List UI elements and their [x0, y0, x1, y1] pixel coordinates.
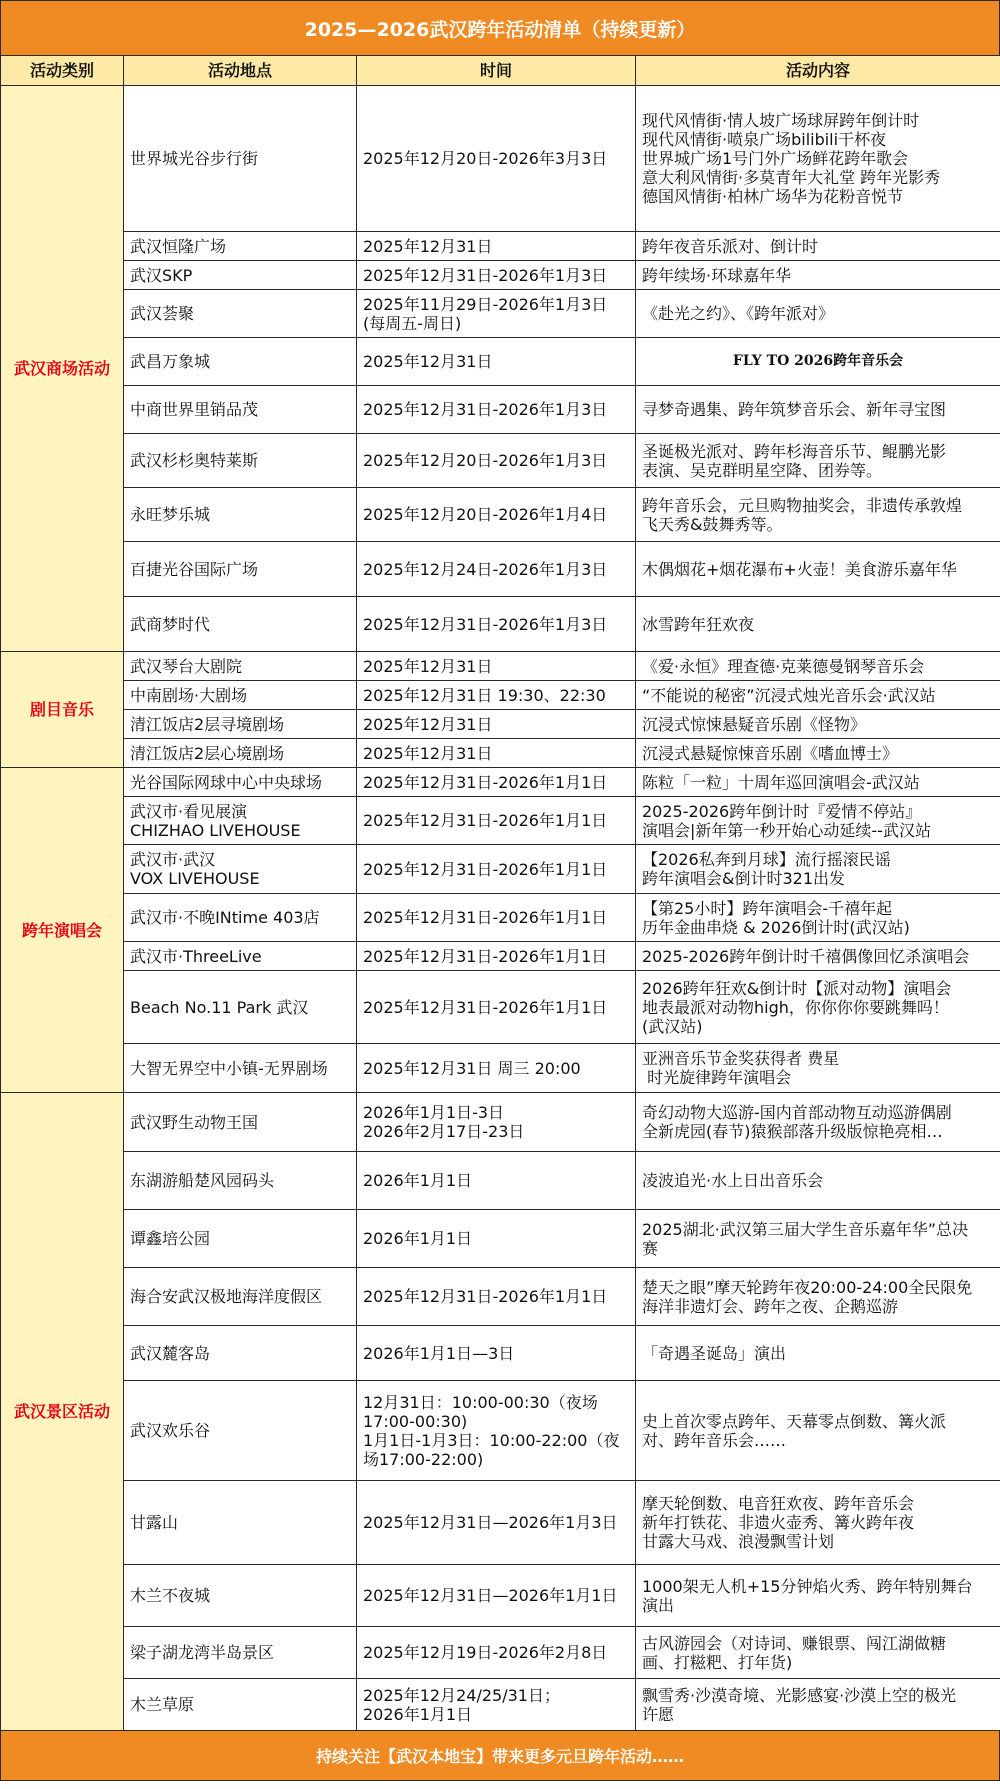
sheet-footer: 持续关注【武汉本地宝】带来更多元旦跨年活动…… [0, 1731, 1000, 1781]
location-cell [124, 1565, 357, 1627]
content-cell-line: (武汉站) [642, 1016, 703, 1036]
content-cell-line: 陈粒「一粒」十周年巡回演唱会-武汉站 [642, 772, 920, 792]
content-cell-line: 沉浸式惊悚悬疑音乐剧《怪物》 [642, 714, 867, 734]
content-cell-line: 演出 [642, 1595, 675, 1615]
time-cell-line: 场17:00-22:00) [363, 1449, 484, 1469]
content-cell-line: 飞天秀&鼓舞秀等。 [642, 514, 783, 534]
table-row [1, 797, 1000, 845]
content-cell-line: 海洋非遗灯会、跨年之夜、企鹅巡游 [642, 1296, 899, 1316]
time-cell-line: 2025年12月31日—2026年1月3日 [363, 1513, 618, 1532]
location-cell [124, 386, 357, 434]
content-cell-line: 全新虎园(春节)猿猴部落升级版惊艳亮相… [642, 1122, 943, 1141]
content-cell-line: FLY TO 2026跨年音乐会 [732, 353, 904, 369]
table-header-row [1, 56, 1000, 86]
content-cell-line: 《爱·永恒》理查德·克莱德曼钢琴音乐会 [642, 656, 925, 676]
content-cell [636, 1679, 1000, 1731]
content-cell-line: 时光旋律跨年演唱会 [642, 1068, 792, 1087]
content-cell-line: 赛 [642, 1238, 659, 1258]
table-row [1, 1627, 1000, 1679]
table-row [1, 845, 1000, 894]
time-cell [357, 1679, 636, 1731]
content-cell-line: 新年打铁花、非遗火壶秀、篝火跨年夜 [642, 1513, 915, 1532]
table-row [1, 1679, 1000, 1731]
content-cell-line: 冰雪跨年狂欢夜 [642, 614, 755, 634]
location-cell-line: 海合安武汉极地海洋度假区 [130, 1287, 323, 1306]
location-cell [124, 768, 357, 797]
table-row [1, 232, 1000, 261]
location-cell-line: 清江饭店2层寻境剧场 [130, 714, 285, 734]
category-cell: 武汉景区活动 [1, 1093, 124, 1731]
location-cell [124, 894, 357, 942]
time-cell-line: 2025年12月24/25/31日； [363, 1685, 560, 1705]
location-cell-line: 武汉荟聚 [130, 304, 195, 323]
location-cell-line: 世界城光谷步行街 [130, 149, 259, 168]
content-cell [636, 338, 1000, 386]
table-row [1, 1481, 1000, 1565]
content-cell [636, 232, 1000, 261]
time-cell-line: 2025年12月31日 [363, 714, 493, 734]
content-cell-line: 【2026私奔到月球】流行摇滚民谣 [642, 850, 891, 869]
time-cell [357, 1381, 636, 1481]
table-row [1, 1565, 1000, 1627]
location-cell [124, 488, 357, 542]
content-cell-line: 现代风情街·情人坡广场球屏跨年倒计时 [642, 111, 920, 130]
content-cell-line: 现代风情街·喷泉广场bilibili干杯夜 [642, 130, 887, 149]
time-cell [357, 1093, 636, 1152]
content-cell [636, 710, 1000, 739]
time-cell [357, 681, 636, 710]
location-cell-line: 中南剧场·大剧场 [130, 685, 248, 705]
time-cell-line: 2025年12月24日-2026年1月3日 [363, 559, 608, 579]
table-row [1, 768, 1000, 797]
content-cell [636, 652, 1000, 681]
time-cell [357, 488, 636, 542]
time-cell-line: (每周五-周日) [363, 313, 462, 333]
time-cell-line: 2025年12月31日 [363, 352, 493, 371]
location-cell-line: 谭鑫培公园 [130, 1229, 211, 1248]
location-cell-line: 武汉恒隆广场 [130, 236, 227, 256]
location-cell-line: 武汉野生动物王国 [130, 1112, 259, 1132]
content-cell [636, 386, 1000, 434]
time-cell-line: 17:00-00:30) [363, 1411, 468, 1431]
time-cell-line: 2025年12月31日 [363, 236, 493, 256]
location-cell-line: 木兰草原 [130, 1695, 195, 1714]
time-cell [357, 797, 636, 845]
content-cell-line: 《赴光之约》、《跨年派对》 [642, 304, 835, 323]
content-cell-line: 2026跨年狂欢&倒计时【派对动物】演唱会 [642, 978, 952, 998]
content-cell-line: 沉浸式悬疑惊悚音乐剧《嗜血博士》 [642, 743, 899, 763]
time-cell-line: 2025年12月31日 19:30、22:30 [363, 685, 606, 705]
location-cell [124, 739, 357, 768]
content-cell [636, 768, 1000, 797]
location-cell [124, 681, 357, 710]
time-cell [357, 1481, 636, 1565]
location-cell [124, 652, 357, 681]
table-row [1, 542, 1000, 597]
location-cell [124, 710, 357, 739]
location-cell-line: 武汉欢乐谷 [130, 1421, 211, 1440]
content-cell [636, 942, 1000, 971]
time-cell-line: 2025年12月31日-2026年1月1日 [363, 1287, 608, 1306]
content-cell-line: “不能说的秘密”沉浸式烛光音乐会·武汉站 [642, 685, 936, 705]
content-cell-line: 画、打糍粑、打年货) [642, 1652, 793, 1672]
table-row [1, 710, 1000, 739]
time-cell-line: 2025年12月31日—2026年1月1日 [363, 1586, 618, 1605]
table-row [1, 942, 1000, 971]
content-cell [636, 681, 1000, 710]
location-cell [124, 1152, 357, 1210]
location-cell [124, 542, 357, 597]
category-cell: 剧目音乐 [1, 652, 124, 768]
content-cell-line: 德国风情街·柏林广场华为花粉音悦节 [642, 187, 904, 206]
table-row [1, 386, 1000, 434]
location-cell [124, 86, 357, 232]
content-cell [636, 542, 1000, 597]
location-cell-line: 武汉市·看见展演 [130, 801, 248, 821]
content-cell [636, 1381, 1000, 1481]
content-cell [636, 86, 1000, 232]
location-cell [124, 1268, 357, 1326]
content-cell [636, 597, 1000, 652]
location-cell [124, 1326, 357, 1381]
content-cell [636, 1152, 1000, 1210]
location-cell [124, 942, 357, 971]
table-row [1, 338, 1000, 386]
time-cell [357, 1627, 636, 1679]
content-cell-line: 2025-2026跨年倒计时千禧偶像回忆杀演唱会 [642, 946, 970, 966]
location-cell-line: VOX LIVEHOUSE [130, 869, 260, 888]
content-cell-line: 2025湖北·武汉第三届大学生音乐嘉年华”总决 [642, 1219, 969, 1239]
category-cell: 武汉商场活动 [1, 86, 124, 652]
content-cell [636, 1326, 1000, 1381]
content-cell-line: 亚洲音乐节金奖获得者 费星 [642, 1049, 840, 1068]
content-cell [636, 290, 1000, 338]
table-row [1, 1152, 1000, 1210]
location-cell-line: 清江饭店2层心境剧场 [130, 743, 285, 763]
content-cell-line: 许愿 [642, 1704, 675, 1724]
content-cell-line: 演唱会|新年第一秒开始心动延续--武汉站 [642, 820, 931, 840]
content-cell-line: 寻梦奇遇集、跨年筑梦音乐会、新年寻宝图 [642, 400, 947, 419]
content-cell-line: 历年金曲串烧 & 2026倒计时(武汉站) [642, 917, 910, 937]
content-cell-line: 1000架无人机+15分钟焰火秀、跨年特别舞台 [642, 1576, 973, 1596]
location-cell [124, 338, 357, 386]
content-cell-line: 「奇遇圣诞岛」演出 [642, 1343, 787, 1363]
time-cell-line: 2025年12月31日-2026年1月1日 [363, 811, 608, 830]
time-cell-line: 2026年1月1日 [363, 1171, 473, 1190]
location-cell [124, 597, 357, 652]
location-cell [124, 232, 357, 261]
content-cell-line: 奇幻动物大巡游-国内首部动物互动巡游偶剧 [642, 1103, 952, 1122]
time-cell [357, 232, 636, 261]
content-cell [636, 1481, 1000, 1565]
location-cell-line: 木兰不夜城 [130, 1586, 211, 1605]
time-cell [357, 971, 636, 1044]
time-cell-line: 2025年12月31日-2026年1月3日 [363, 614, 608, 634]
time-cell-line: 2025年12月31日-2026年1月1日 [363, 908, 608, 927]
time-cell [357, 845, 636, 894]
time-cell-line: 2025年12月31日 周三 20:00 [363, 1058, 581, 1078]
location-cell-line: 武汉SKP [130, 265, 193, 285]
content-cell [636, 1565, 1000, 1627]
content-cell-line: 摩天轮倒数、电音狂欢夜、跨年音乐会 [642, 1494, 915, 1513]
time-cell [357, 86, 636, 232]
time-cell-line: 2025年12月31日-2026年1月1日 [363, 859, 608, 879]
table-row [1, 894, 1000, 942]
content-cell-line: 木偶烟花+烟花瀑布+火壶！美食游乐嘉年华 [642, 559, 957, 579]
table-row [1, 1268, 1000, 1326]
content-cell-line: 【第25小时】跨年演唱会-千禧年起 [642, 898, 893, 918]
content-cell-line: 2025-2026跨年倒计时『爱情不停站』 [642, 801, 922, 821]
content-cell [636, 1093, 1000, 1152]
location-cell-line: 百捷光谷国际广场 [130, 559, 259, 579]
location-cell [124, 1093, 357, 1152]
table-body [1, 86, 1000, 1731]
location-cell-line: 武汉市·不晚INtime 403店 [130, 908, 320, 927]
location-cell-line: 武汉麓客岛 [130, 1343, 211, 1363]
location-cell [124, 1481, 357, 1565]
time-cell-line: 2026年2月17日-23日 [363, 1122, 525, 1141]
content-cell-line: 跨年音乐会，元旦购物抽奖会，非遗传承敦煌 [642, 495, 963, 515]
location-cell-line: 光谷国际网球中心中央球场 [130, 772, 323, 792]
time-cell [357, 1326, 636, 1381]
location-cell-line: 武汉市·武汉 [130, 850, 216, 869]
content-cell-line: 飘雪秀·沙漠奇境、光影感宴·沙漠上空的极光 [642, 1685, 957, 1705]
content-cell-line: 古风游园会（对诗词、赚银票、闯江湖做糖 [642, 1633, 947, 1653]
location-cell-line: 武汉琴台大剧院 [130, 656, 243, 676]
table-row [1, 1326, 1000, 1381]
sheet-title: 2025—2026武汉跨年活动清单（持续更新） [0, 0, 1000, 55]
time-cell-line: 2025年12月20日-2026年1月4日 [363, 505, 608, 524]
content-cell-line: 楚天之眼”摩天轮跨年夜20:00-24:00全民限免 [642, 1277, 973, 1297]
time-cell [357, 710, 636, 739]
time-cell-line: 2025年12月31日-2026年1月1日 [363, 946, 608, 966]
time-cell [357, 386, 636, 434]
time-cell-line: 2025年12月31日-2026年1月3日 [363, 400, 608, 419]
content-cell [636, 797, 1000, 845]
table-row [1, 971, 1000, 1044]
content-cell [636, 434, 1000, 488]
location-cell-line: 甘露山 [130, 1513, 179, 1532]
location-cell [124, 261, 357, 290]
table-row [1, 1093, 1000, 1152]
time-cell [357, 290, 636, 338]
content-cell [636, 1210, 1000, 1268]
content-cell [636, 1268, 1000, 1326]
table-row [1, 739, 1000, 768]
table-row [1, 86, 1000, 232]
time-cell-line: 2025年12月31日 [363, 743, 493, 763]
activity-table [0, 55, 1000, 1731]
location-cell-line: 永旺梦乐城 [130, 505, 211, 524]
location-cell [124, 845, 357, 894]
location-cell-line: 武汉杉杉奥特莱斯 [130, 451, 259, 470]
content-cell-line: 表演、吴克群明星空降、团券等。 [642, 460, 883, 480]
content-cell [636, 488, 1000, 542]
content-cell [636, 739, 1000, 768]
content-cell-line: 跨年演唱会&倒计时321出发 [642, 869, 846, 888]
time-cell-line: 2026年1月1日-3日 [363, 1103, 505, 1122]
location-cell [124, 1679, 357, 1731]
time-cell [357, 1152, 636, 1210]
time-cell [357, 1268, 636, 1326]
content-cell-line: 对、跨年音乐会…… [642, 1430, 787, 1450]
header-location: 活动地点 [124, 56, 357, 86]
time-cell [357, 652, 636, 681]
content-cell-line: 史上首次零点跨年、天幕零点倒数、篝火派 [642, 1411, 947, 1431]
category-cell: 跨年演唱会 [1, 768, 124, 1093]
location-cell-line: 武商梦时代 [130, 614, 211, 634]
time-cell [357, 1210, 636, 1268]
time-cell-line: 2026年1月1日—3日 [363, 1343, 515, 1363]
content-cell-line: 意大利风情街·多莫青年大礼堂 跨年光影秀 [642, 168, 941, 187]
content-cell [636, 894, 1000, 942]
table-row [1, 681, 1000, 710]
location-cell-line: 东湖游船楚风园码头 [130, 1171, 275, 1190]
time-cell [357, 1565, 636, 1627]
location-cell [124, 971, 357, 1044]
location-cell-line: CHIZHAO LIVEHOUSE [130, 820, 301, 840]
time-cell-line: 2025年12月20日-2026年3月3日 [363, 149, 608, 168]
time-cell [357, 894, 636, 942]
time-cell-line: 1月1日-1月3日：10:00-22:00（夜 [363, 1430, 620, 1450]
table-row [1, 1381, 1000, 1481]
table-row [1, 1044, 1000, 1093]
time-cell-line: 2026年1月1日 [363, 1704, 473, 1724]
location-cell [124, 290, 357, 338]
time-cell [357, 942, 636, 971]
location-cell [124, 1381, 357, 1481]
table-row [1, 261, 1000, 290]
time-cell-line: 2025年12月20日-2026年1月3日 [363, 451, 608, 470]
content-cell-line: 世界城广场1号门外广场鲜花跨年歌会 [642, 149, 909, 168]
time-cell [357, 739, 636, 768]
header-category: 活动类别 [1, 56, 124, 86]
location-cell-line: 大智无界空中小镇-无界剧场 [130, 1058, 328, 1078]
time-cell [357, 434, 636, 488]
content-cell-line: 圣诞极光派对、跨年杉海音乐节、鲲鹏光影 [642, 441, 947, 461]
location-cell [124, 1210, 357, 1268]
location-cell-line: 武昌万象城 [130, 352, 211, 371]
location-cell [124, 1044, 357, 1093]
time-cell [357, 542, 636, 597]
time-cell-line: 2025年12月31日-2026年1月1日 [363, 997, 608, 1017]
content-cell-line: 跨年续场·环球嘉年华 [642, 265, 792, 285]
time-cell [357, 597, 636, 652]
header-content: 活动内容 [636, 56, 1000, 86]
table-row [1, 290, 1000, 338]
content-cell [636, 845, 1000, 894]
location-cell-line: 梁子湖龙湾半岛景区 [130, 1643, 275, 1662]
time-cell-line: 2026年1月1日 [363, 1229, 473, 1248]
table-row [1, 488, 1000, 542]
table-row [1, 597, 1000, 652]
time-cell [357, 768, 636, 797]
header-time: 时间 [357, 56, 636, 86]
content-cell [636, 261, 1000, 290]
content-cell-line: 跨年夜音乐派对、倒计时 [642, 236, 819, 256]
location-cell [124, 797, 357, 845]
table-row [1, 434, 1000, 488]
content-cell [636, 971, 1000, 1044]
table-row [1, 652, 1000, 681]
time-cell [357, 261, 636, 290]
table-row [1, 1210, 1000, 1268]
time-cell-line: 2025年12月31日-2026年1月1日 [363, 772, 608, 792]
location-cell [124, 1627, 357, 1679]
content-cell-line: 地表最派对动物high，你你你你要跳舞吗！ [642, 997, 949, 1017]
time-cell-line: 2025年12月19日-2026年2月8日 [363, 1643, 608, 1662]
content-cell [636, 1627, 1000, 1679]
location-cell-line: 武汉市·ThreeLive [130, 946, 262, 966]
content-cell-line: 凌波追光·水上日出音乐会 [642, 1171, 824, 1190]
content-cell-line: 甘露大马戏、浪漫飘雪计划 [642, 1532, 835, 1551]
time-cell-line: 2025年12月31日-2026年1月3日 [363, 265, 608, 285]
location-cell-line: Beach No.11 Park 武汉 [130, 997, 309, 1017]
location-cell [124, 434, 357, 488]
time-cell-line: 2025年12月31日 [363, 656, 493, 676]
time-cell [357, 338, 636, 386]
time-cell-line: 2025年11月29日-2026年1月3日 [363, 294, 608, 314]
content-cell [636, 1044, 1000, 1093]
time-cell [357, 1044, 636, 1093]
time-cell-line: 12月31日：10:00-00:30（夜场 [363, 1392, 598, 1412]
location-cell-line: 中商世界里销品茂 [130, 400, 259, 419]
